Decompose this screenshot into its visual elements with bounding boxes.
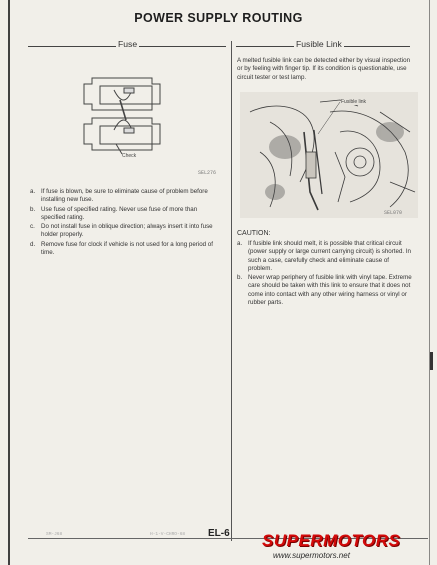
list-item	[237, 274, 412, 307]
fusible-link-diagram	[240, 92, 418, 218]
item-text: Remove fuse for clock if vehicle is not used for a long period of time.	[41, 240, 213, 257]
fuse-diagram	[80, 70, 180, 166]
fuse-holder-bottom	[84, 118, 160, 150]
item-text: If fusible link should melt, it is possible that critical circuit (power supply or large current carrying circuit) is shorted. In such a case, carefully check and eliminate cause of problem.	[248, 240, 411, 272]
list-item	[30, 223, 220, 240]
scan-edge-right	[429, 0, 430, 565]
fusible-link-figure-code: SEL070	[384, 210, 403, 216]
list-item	[237, 240, 412, 273]
fuse-section-header	[28, 39, 226, 51]
fuse-heading: Fuse	[118, 39, 138, 49]
caution-list	[237, 240, 412, 308]
page-title: POWER SUPPLY ROUTING	[134, 11, 303, 25]
fusible-link-figure-label: Fusible link	[341, 99, 367, 105]
footer-mid-code: H-1-V-CHRO-68	[150, 532, 186, 537]
column-divider	[231, 41, 232, 541]
item-marker: d.	[30, 240, 36, 248]
scan-edge-left	[8, 0, 10, 565]
item-marker: a.	[237, 240, 243, 247]
item-marker: a.	[30, 188, 36, 195]
item-text: If fuse is blown, be sure to eliminate cause of problem before installing new fuse.	[41, 188, 208, 204]
fusible-link-section-header	[236, 39, 410, 51]
list-item	[30, 206, 220, 223]
item-text: Use fuse of specified rating. Never use fuse of more than specified rating.	[41, 205, 198, 221]
list-item	[30, 241, 220, 258]
footer-left-code: SM-J68	[46, 532, 63, 537]
fuse-figure-code: SEL276	[198, 170, 217, 176]
item-marker: b.	[237, 274, 243, 282]
caution-heading: CAUTION:	[237, 230, 271, 237]
item-text: Never wrap periphery of fusible link with vinyl tape. Extreme care should be taken with this link to ensure that it does not come into contact with any other wiring harness or vinyl or rubber parts.	[248, 274, 412, 307]
page-number: EL-6	[208, 528, 230, 539]
fuse-figure-label: Check	[122, 153, 137, 159]
fuse-instructions	[30, 188, 220, 258]
scan-artifact	[430, 352, 433, 370]
fusible-link-heading: Fusible Link	[296, 39, 342, 49]
fusible-link-intro: A melted fusible link can be detected either by visual inspection or by feeling with finger tip. If its condition is questionable, use circuit tester or test lamp.	[237, 57, 411, 81]
watermark-url: www.supermotors.net	[273, 551, 350, 560]
item-marker: c.	[30, 223, 35, 231]
item-marker: b.	[30, 205, 36, 213]
item-text: Do not install fuse in oblique direction; always insert it into fuse holder properly.	[41, 223, 213, 239]
watermark-logo	[262, 530, 437, 565]
list-item	[30, 188, 220, 205]
watermark-brand: SUPERMOTORS	[262, 531, 401, 550]
